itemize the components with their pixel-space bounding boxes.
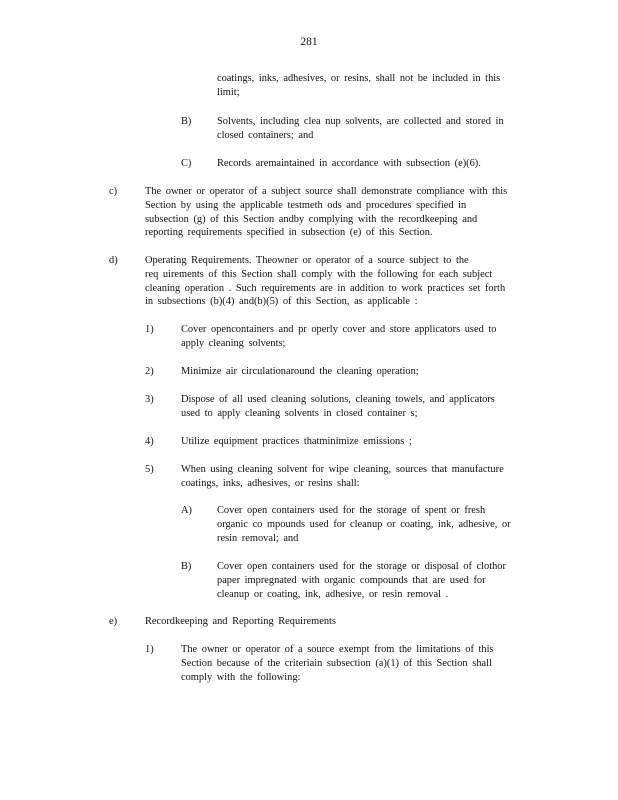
paragraph-text [217, 115, 504, 143]
text-line: in subsections (b)(4) and(b)(5) of this Section, as applicable : [145, 296, 418, 308]
text-line: The owner or operator of a source exempt from the limitations of this [181, 644, 494, 655]
item-marker: B) [181, 561, 192, 572]
item-marker: 4) [145, 436, 154, 447]
item-marker: d) [109, 255, 118, 266]
text-line: reporting requirements specified in subsection (e) of this Section. [145, 227, 433, 239]
item-marker: 1) [145, 324, 154, 335]
page-number: 281 [300, 36, 318, 48]
item-marker: 3) [145, 394, 154, 405]
text-line: cleanup or coating, ink, adhesive, or resin removal . [217, 588, 449, 600]
text-line: cleaning operation . Such requirements are in addition to work practices set forth [145, 282, 506, 294]
text-line: req uirements of this Section shall comply with the following for each subject [145, 268, 493, 280]
text-line: resin removal; and [217, 532, 299, 544]
text-line: used to apply cleaning solvents in closed container s; [181, 407, 418, 419]
item-marker: C) [181, 158, 192, 169]
text-line: Solvents, including clea nup solvents, are collected and stored in [217, 116, 504, 127]
text-line: Section by using the applicable testmeth ods and procedures specified in [145, 199, 467, 211]
text-line: Recordkeeping and Reporting Requirements [145, 616, 336, 627]
text-line: Cover open containers used for the storage or disposal of clothor [217, 561, 506, 572]
paragraph-text [181, 365, 419, 379]
text-line: comply with the following: [181, 671, 301, 683]
paragraph-text [181, 643, 494, 684]
text-line: Utilize equipment practices thatminimize emissions ; [181, 436, 412, 447]
text-line: paper impregnated with organic compounds that are used for [217, 574, 486, 586]
text-line: Dispose of all used cleaning solutions, cleaning towels, and applicators [181, 394, 495, 405]
paragraph-text [181, 323, 496, 351]
text-line: closed containers; and [217, 129, 314, 141]
text-line: apply cleaning solvents; [181, 337, 286, 349]
text-line: Section because of the criteriain subsection (a)(1) of this Section shall [181, 657, 492, 669]
paragraph-text [181, 463, 504, 491]
item-marker: B) [181, 116, 192, 127]
text-line: When using cleaning solvent for wipe cleaning, sources that manufacture [181, 464, 504, 475]
text-line: organic co mpounds used for cleanup or coating, ink, adhesive, or [217, 518, 511, 530]
section-heading [145, 615, 336, 629]
text-line: coatings, inks, adhesives, or resins, shall not be included in this [217, 73, 501, 84]
paragraph-text [145, 185, 507, 240]
item-marker: 1) [145, 644, 154, 655]
item-marker: c) [109, 186, 118, 197]
item-marker: e) [109, 616, 118, 627]
paragraph-text [217, 157, 481, 171]
paragraph-text [217, 560, 506, 601]
text-line: limit; [217, 86, 240, 98]
item-marker: A) [181, 505, 192, 516]
text-line: Cover open containers used for the storage of spent or fresh [217, 505, 486, 516]
paragraph-text [217, 504, 511, 545]
text-line: Records aremaintained in accordance with subsection (e)(6). [217, 158, 481, 169]
item-marker: 5) [145, 464, 154, 475]
text-line: Operating Requirements. Theowner or operator of a source subject to the [145, 255, 469, 266]
item-marker: 2) [145, 366, 154, 377]
text-line: coatings, inks, adhesives, or resins shall: [181, 477, 360, 489]
paragraph-text [181, 435, 412, 449]
text-line: Minimize air circulationaround the cleaning operation; [181, 366, 419, 377]
paragraph-text [217, 72, 500, 100]
text-line: The owner or operator of a subject source shall demonstrate compliance with this [145, 186, 508, 197]
text-line: Cover opencontainers and pr operly cover and store applicators used to [181, 324, 497, 335]
text-line: subsection (g) of this Section andby complying with the recordkeeping and [145, 213, 478, 225]
paragraph-text [145, 254, 505, 309]
paragraph-text [181, 393, 495, 421]
